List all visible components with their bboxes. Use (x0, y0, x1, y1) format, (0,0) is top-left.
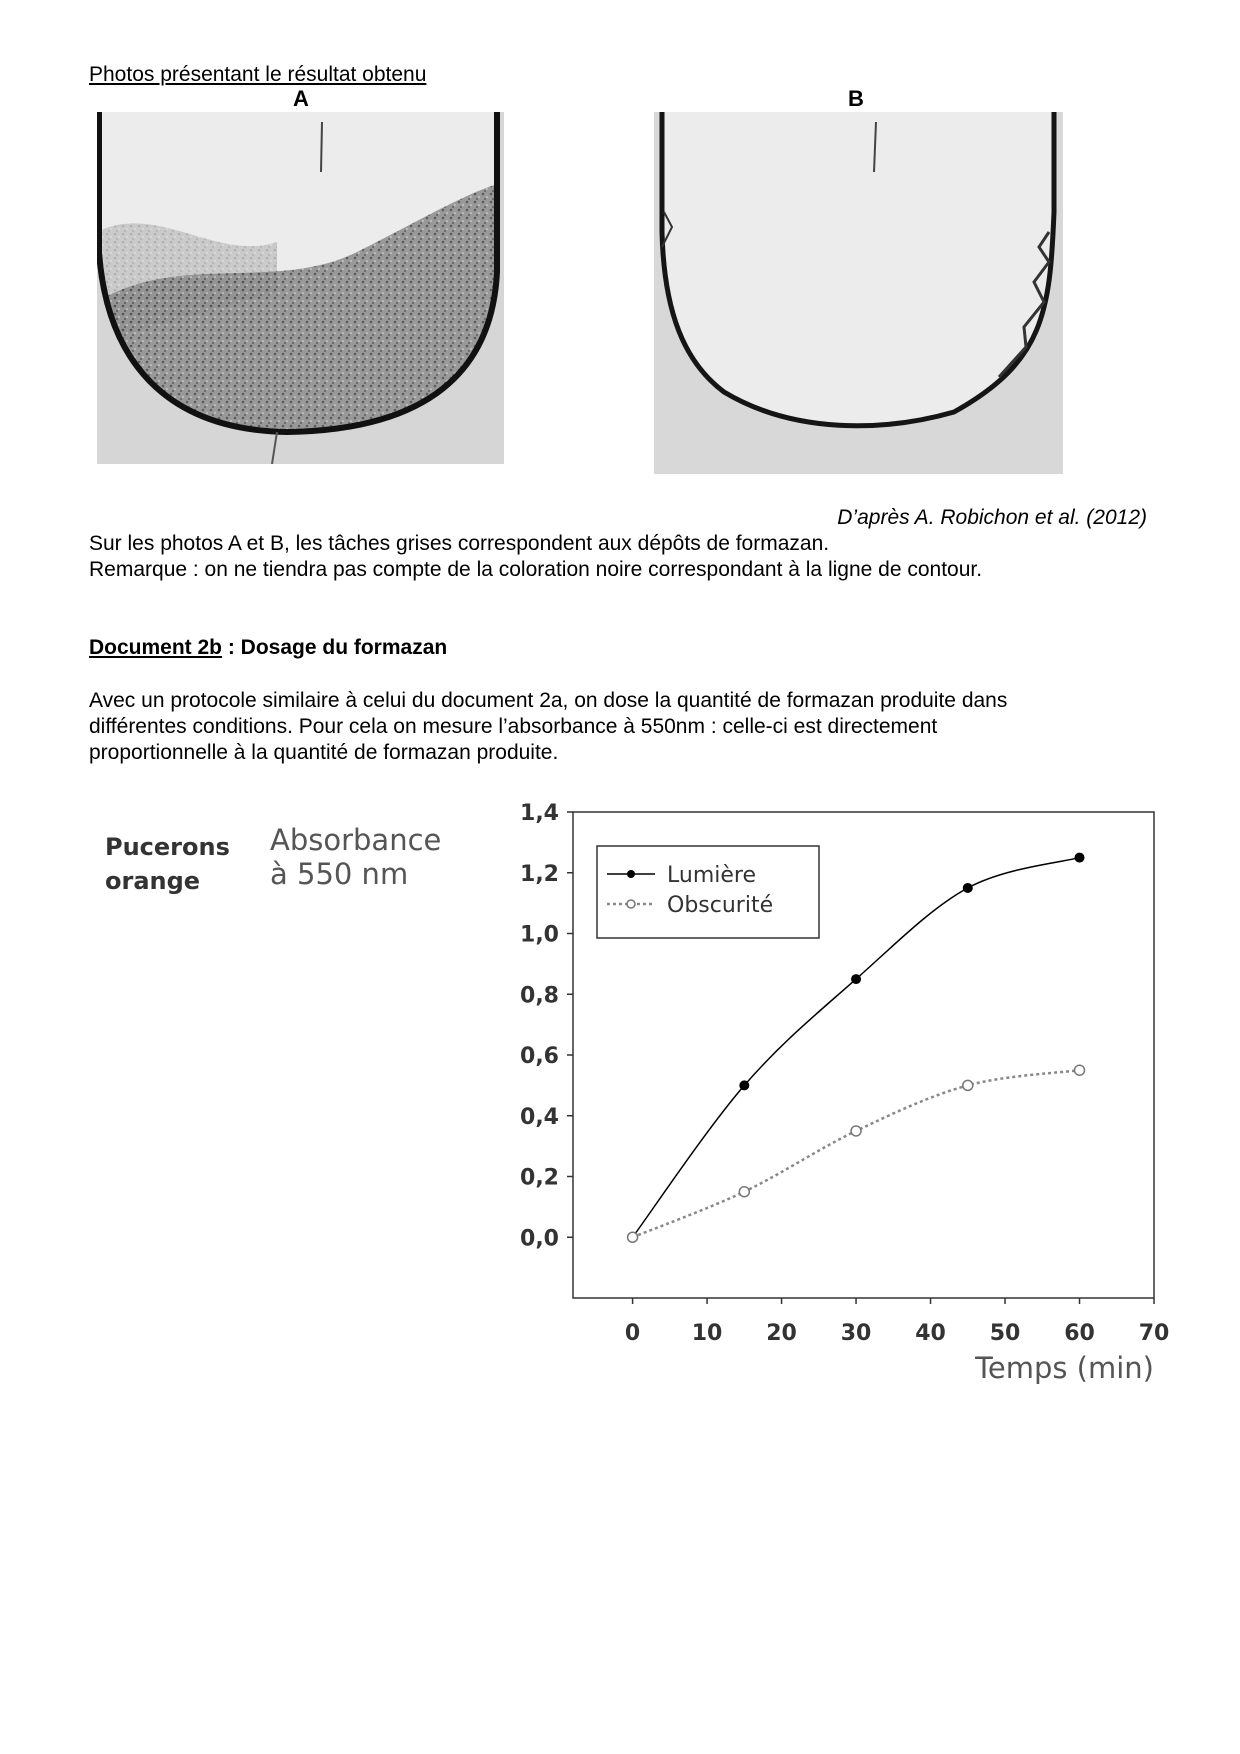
aphids-label-line-2: orange (105, 867, 201, 895)
point-lumiere (1075, 853, 1085, 863)
ylabel-text (270, 823, 441, 891)
photos-heading: Photos présentant le résultat obtenu (89, 63, 427, 86)
y-tick-label: 0,6 (520, 1044, 559, 1069)
legend-label: Lumière (667, 863, 756, 888)
y-tick-label: 0,0 (520, 1226, 559, 1252)
legend-label: Obscurité (667, 893, 774, 918)
legend-marker-lumiere (627, 870, 635, 878)
point-lumiere (851, 974, 861, 984)
absorbance-chart (500, 790, 1200, 1410)
photo-b (654, 112, 1063, 474)
caption-line-2: Remarque : on ne tiendra pas compte de la coloration noire correspondant à la ligne de contour. (89, 558, 983, 581)
x-tick-label: 30 (840, 1321, 872, 1346)
point-obscurite (739, 1187, 749, 1197)
x-tick-label: 60 (1064, 1321, 1095, 1346)
point-obscurite (963, 1080, 973, 1090)
photo-a-label: A (293, 86, 309, 111)
y-tick-label: 1,0 (520, 922, 559, 948)
x-tick-label: 70 (1138, 1321, 1170, 1346)
x-tick-label: 50 (989, 1321, 1021, 1346)
point-obscurite (851, 1126, 861, 1136)
photo-a (97, 112, 504, 464)
legend-marker-obscurite (627, 900, 635, 908)
x-axis-label: Temps (min) (975, 1351, 1154, 1385)
aphids-label (105, 830, 230, 898)
x-tick-label: 10 (691, 1321, 723, 1346)
aphids-label-line-1: Pucerons (105, 833, 230, 861)
y-tick-label: 1,4 (520, 801, 559, 826)
ylabel-line-2: à 550 nm (270, 857, 409, 891)
photo-credit: D’après A. Robichon et al. (2012) (837, 506, 1147, 529)
x-tick-label: 20 (766, 1321, 797, 1346)
point-obscurite (1075, 1065, 1085, 1075)
ylabel-line-1: Absorbance (270, 823, 442, 857)
photo-b-label: B (848, 86, 864, 111)
caption-line-1: Sur les photos A et B, les tâches grises correspondent aux dépôts de formazan. (89, 532, 830, 555)
point-lumiere (963, 883, 973, 893)
doc2b-title-rest: : Dosage du formazan (222, 636, 448, 659)
y-tick-label: 0,8 (520, 983, 559, 1009)
doc2b-para-line-3: proportionnelle à la quantité de formazan produite. (89, 741, 559, 764)
point-lumiere (739, 1080, 749, 1090)
doc2b-para-line-1: Avec un protocole similaire à celui du document 2a, on dose la quantité de formazan produite dans (89, 689, 1008, 712)
doc2b-title-underlined: Document 2b (89, 636, 223, 659)
y-tick-label: 1,2 (520, 861, 559, 887)
legend-box (597, 846, 819, 938)
y-tick-label: 0,4 (520, 1104, 559, 1130)
x-tick-label: 0 (624, 1321, 641, 1346)
x-tick-label: 40 (915, 1321, 946, 1346)
point-obscurite (628, 1232, 638, 1242)
series-line-1 (633, 1070, 1080, 1237)
y-tick-label: 0,2 (520, 1165, 559, 1191)
doc2b-para-line-2: différentes conditions. Pour cela on mesure l’absorbance à 550nm : celle-ci est directement (89, 715, 938, 738)
doc2b-title (89, 635, 447, 661)
